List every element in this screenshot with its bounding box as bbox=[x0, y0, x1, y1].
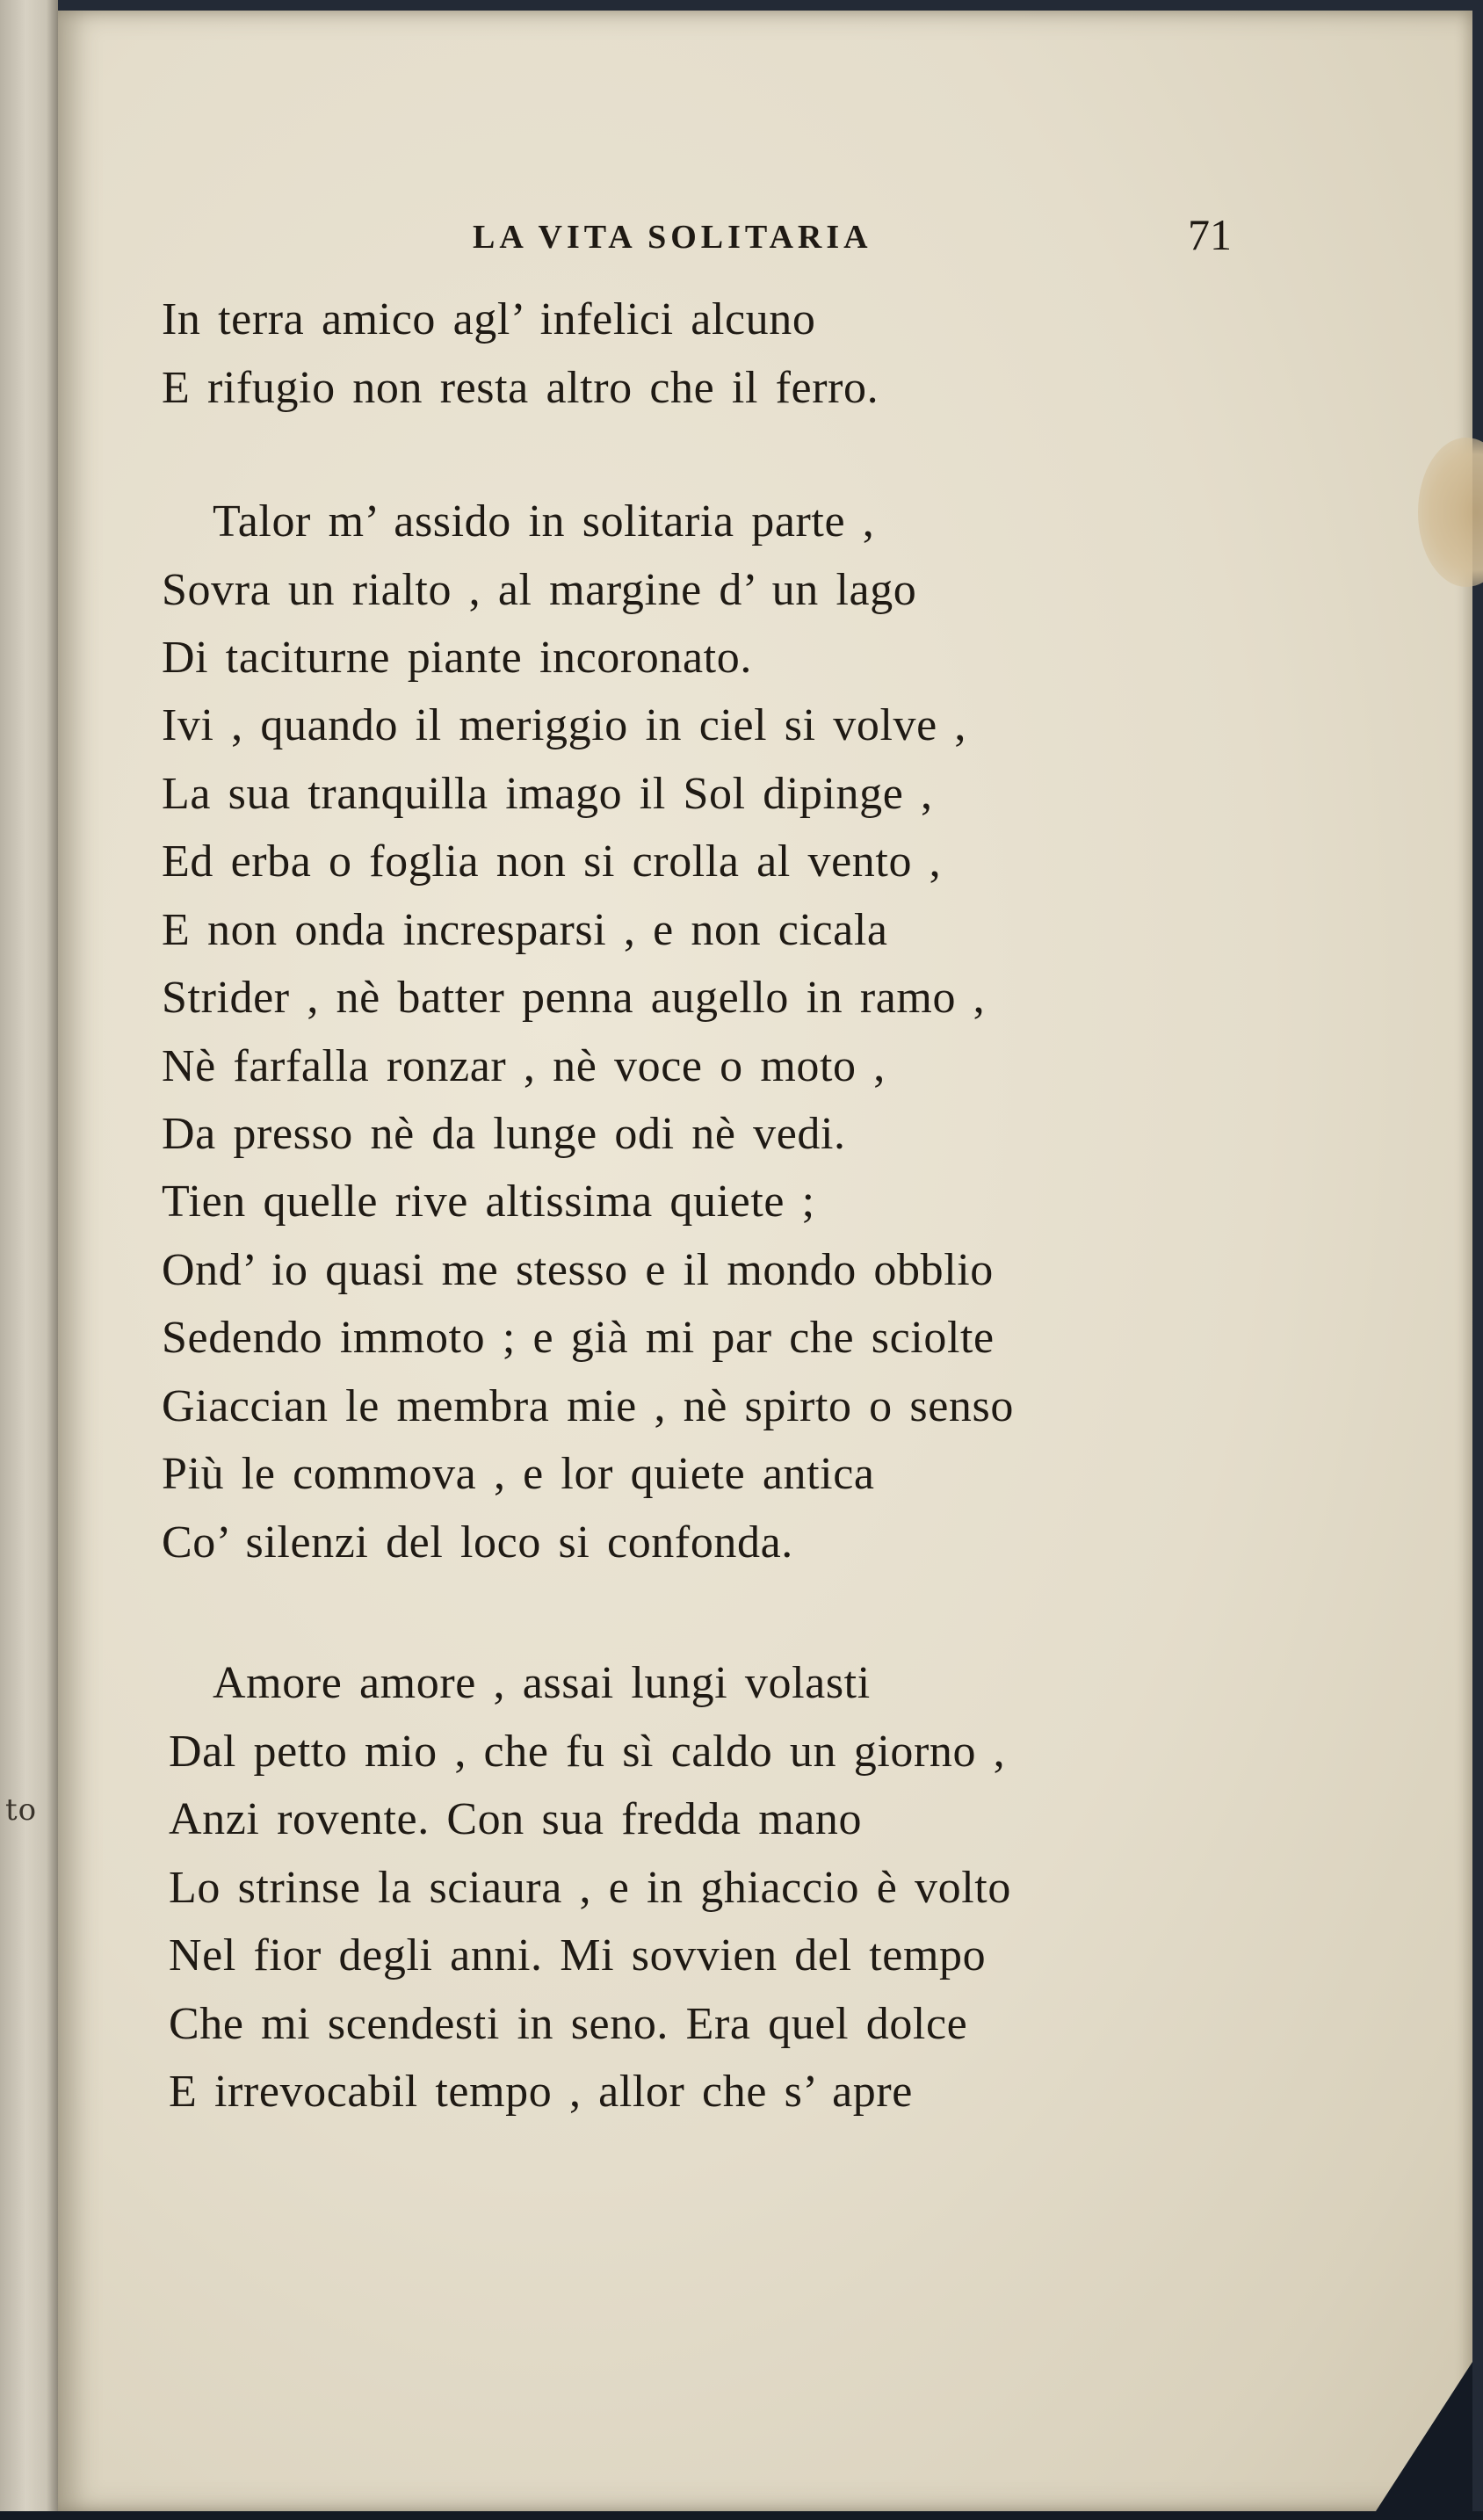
verse-line: Di taciturne piante incoronato. bbox=[162, 633, 752, 683]
verse-line: E non onda incresparsi , e non cicala bbox=[162, 905, 888, 955]
verse-line: Nel fior degli anni. Mi sovvien del tempo bbox=[169, 1930, 987, 1981]
book-page bbox=[58, 11, 1472, 2511]
verse-line: La sua tranquilla imago il Sol dipinge , bbox=[162, 769, 933, 819]
running-head: LA VITA SOLITARIA bbox=[473, 219, 872, 256]
verse-line: Sovra un rialto , al margine d’ un lago bbox=[162, 565, 917, 615]
verse-line: Nè farfalla ronzar , nè voce o moto , bbox=[162, 1041, 886, 1091]
verse-line: Dal petto mio , che fu sì caldo un giorno , bbox=[169, 1727, 1006, 1777]
verse-line: Ed erba o foglia non si crolla al vento , bbox=[162, 836, 942, 887]
verse-line: Strider , nè batter penna augello in ramo , bbox=[162, 973, 986, 1023]
page-number: 71 bbox=[1188, 210, 1232, 259]
verse-line: Lo strinse la sciaura , e in ghiaccio è volto bbox=[169, 1863, 1011, 1913]
verse-line: In terra amico agl’ infelici alcuno bbox=[162, 294, 816, 344]
previous-page-edge bbox=[0, 0, 58, 2520]
verse-line: Tien quelle rive altissima quiete ; bbox=[162, 1177, 815, 1227]
verse-line: Giaccian le membra mie , nè spirto o senso bbox=[162, 1381, 1014, 1431]
verse-line: E rifugio non resta altro che il ferro. bbox=[162, 363, 879, 413]
previous-page-text-fragment: to bbox=[5, 1792, 38, 1828]
verse-line: Più le commova , e lor quiete antica bbox=[162, 1449, 875, 1499]
torn-corner bbox=[1376, 2362, 1472, 2511]
foxing-stain bbox=[1418, 438, 1483, 587]
verse-line: Che mi scendesti in seno. Era quel dolce bbox=[169, 1999, 968, 2049]
verse-line: Anzi rovente. Con sua fredda mano bbox=[169, 1794, 863, 1844]
verse-line: Talor m’ assido in solitaria parte , bbox=[213, 496, 875, 547]
bottom-edge bbox=[0, 2511, 1483, 2520]
verse-line: E irrevocabil tempo , allor che s’ apre bbox=[169, 2067, 913, 2117]
verse-line: Ond’ io quasi me stesso e il mondo obblio bbox=[162, 1245, 994, 1295]
verse-line: Co’ silenzi del loco si confonda. bbox=[162, 1517, 793, 1568]
verse-line: Da presso nè da lunge odi nè vedi. bbox=[162, 1109, 846, 1159]
verse-line: Sedendo immoto ; e già mi par che sciolte bbox=[162, 1313, 995, 1363]
verse-line: Ivi , quando il meriggio in ciel si volve , bbox=[162, 700, 966, 750]
verse-line: Amore amore , assai lungi volasti bbox=[213, 1658, 871, 1708]
